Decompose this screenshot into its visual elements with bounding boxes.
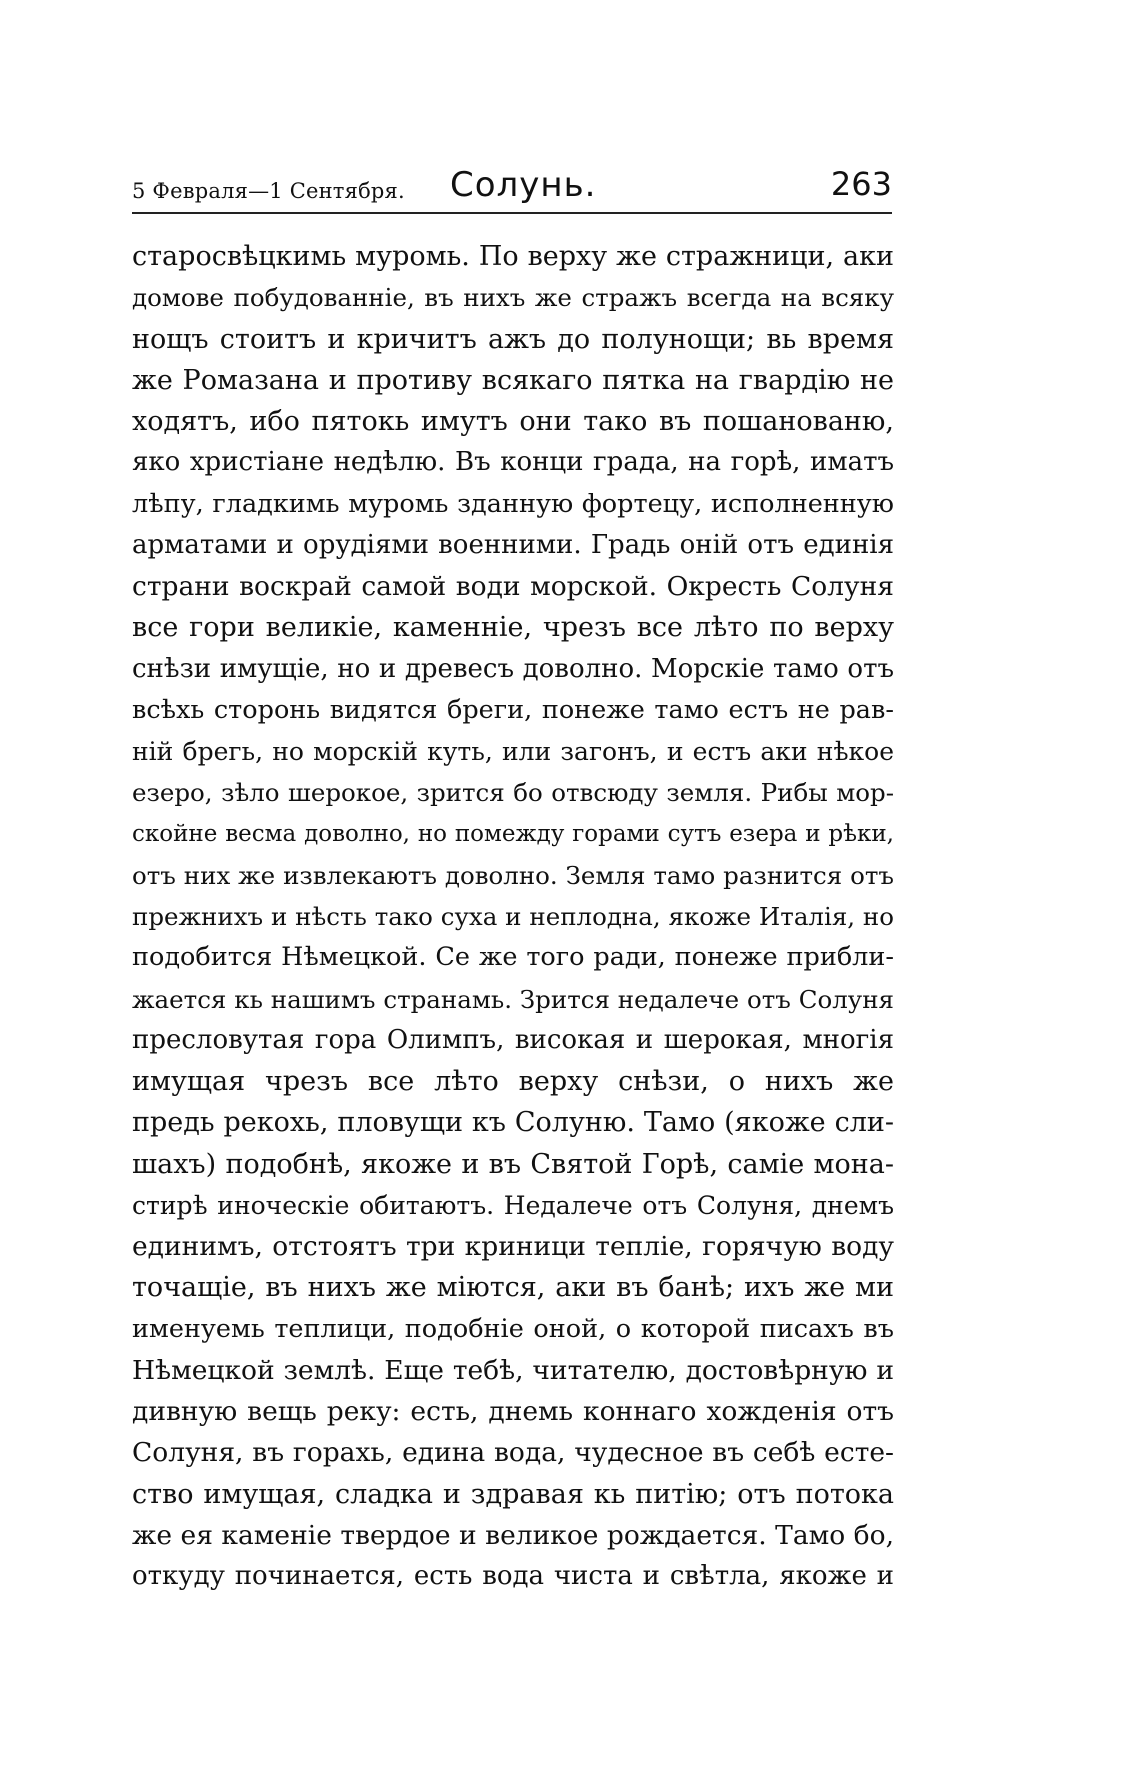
text-line: яко христіане недѣлю. Въ конци града, на горѣ, иматъ xyxy=(132,447,894,478)
text-line: отъ них же извлекаютъ доволно. Земля тамо разнится отъ xyxy=(132,860,894,890)
text-line: все гори великіе, каменніе, чрезъ все лѣто по верху xyxy=(132,612,894,644)
text-line: подобится Нѣмецкой. Се же того ради, понеже прибли- xyxy=(132,942,894,973)
text-line: ній брегь, но морскій куть, или загонъ, и естъ аки нѣкое xyxy=(132,737,894,766)
text-line: стирѣ иноческіе обитаютъ. Недалече отъ Солуня, днемъ xyxy=(132,1190,894,1220)
text-line: ство имущая, сладка и здравая кь питію; отъ потока xyxy=(132,1478,894,1510)
text-line: имущая чрезъ все лѣто верху снѣзи, о нихъ же xyxy=(132,1066,894,1097)
text-line: ходятъ, ибо пятокь имутъ они тако въ пошанованю, xyxy=(132,406,894,437)
text-line: нощъ стоитъ и кричитъ ажъ до полунощи; вь время xyxy=(132,323,894,355)
text-line: домове побудованніе, въ нихъ же стражъ всегда на всяку xyxy=(132,283,894,313)
text-line: снѣзи имущіе, но и древесъ доволно. Морскіе тамо отъ xyxy=(132,653,894,684)
text-line: старосвѣцкимь муромь. По верху же стражници, аки xyxy=(132,241,894,272)
running-head xyxy=(132,165,892,211)
text-line: скойне весма доволно, но помежду горами сутъ езера и рѣки, xyxy=(132,820,894,847)
body-text xyxy=(132,236,894,1597)
text-line: жается кь нашимъ странамь. Зрится недалече отъ Солуня xyxy=(132,984,894,1014)
text-line: Нѣмецкой землѣ. Еще тебѣ, читателю, достовѣрную и xyxy=(132,1354,894,1386)
running-head-dates: 5 Февраля—1 Сентября. xyxy=(132,179,405,203)
text-line: дивную вещь реку: есть, днемь коннаго хожденія отъ xyxy=(132,1396,894,1427)
header-rule xyxy=(132,212,892,214)
running-head-title: Солунь. xyxy=(450,165,597,205)
text-line: предь рекохь, пловущи къ Солуню. Тамо (якоже сли- xyxy=(132,1107,894,1139)
text-line: единимъ, отстоятъ три криници теплie, горячую воду xyxy=(132,1231,894,1262)
text-line: точащіе, въ нихъ же міются, аки въ банѣ; ихъ же ми xyxy=(132,1272,894,1304)
page-number: 263 xyxy=(830,165,892,203)
text-line: откуду починается, есть вода чиста и свѣтла, якоже и xyxy=(132,1561,894,1591)
text-line: лѣпу, гладкимь муромь зданную фортецу, исполненную xyxy=(132,488,894,519)
text-line: страни воскрай самой води морской. Окресть Солуня xyxy=(132,571,894,602)
text-line: пресловутая гора Олимпъ, високая и шерокая, многія xyxy=(132,1024,894,1055)
text-line: же ея каменіе твердое и великое рождается. Тамо бо, xyxy=(132,1519,894,1551)
text-line: шахъ) подобнѣ, якоже и въ Святой Горѣ, саміе мона- xyxy=(132,1148,894,1180)
text-line: всѣхь сторонь видятся бреги, понеже тамо естъ не рав- xyxy=(132,694,894,725)
text-line: арматами и орудіями военними. Градь оній отъ единія xyxy=(132,529,894,560)
text-line: же Ромазана и противу всякаго пятка на гвардію не xyxy=(132,364,894,396)
text-line: Солуня, въ горахь, едина вода, чудесное въ себѣ есте- xyxy=(132,1437,894,1469)
text-line: езеро, зѣло шерокое, зрится бо отвсюду земля. Рибы мор- xyxy=(132,778,894,808)
text-line: прежнихъ и нѣсть тако суха и неплодна, якоже Италія, но xyxy=(132,902,894,931)
text-line: именуемь теплици, подобніе оной, о которой писахъ въ xyxy=(132,1313,894,1344)
